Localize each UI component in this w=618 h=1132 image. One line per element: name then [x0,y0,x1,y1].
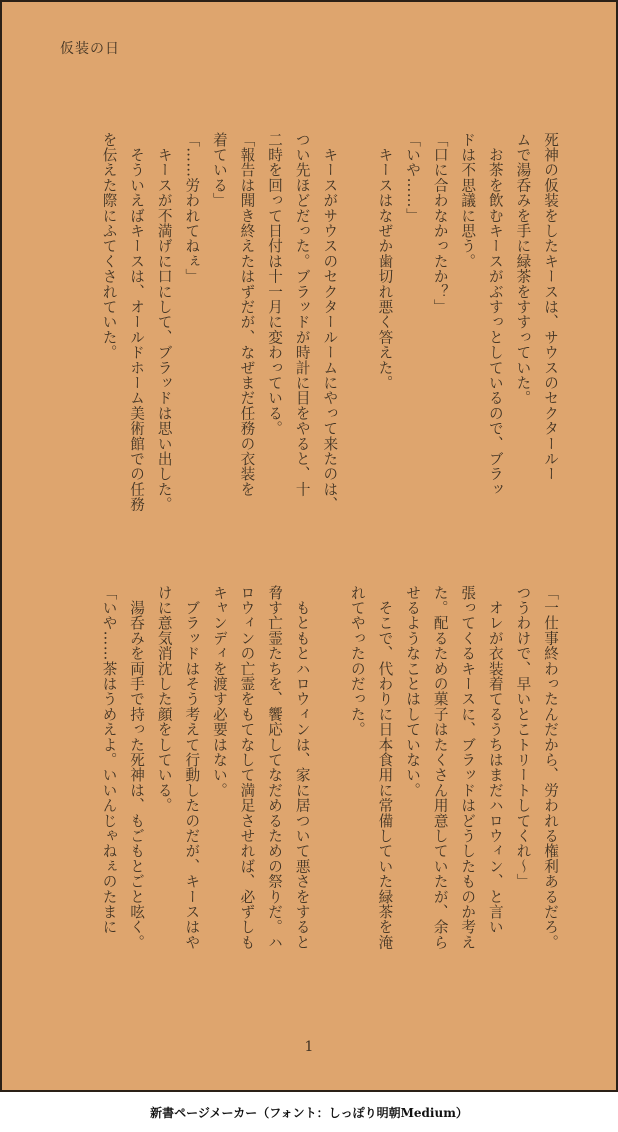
text-line: キースが不満げに口にして、ブラッドは思い出した。 [155,132,173,512]
text-line: お茶を飲むキースがぶすっとしているので、ブラッ [486,132,504,497]
text-line: た。配るための菓子はたくさん用意していたが、余ら [431,585,449,950]
text-line: 「いや……」 [404,132,422,224]
text-line: 脅す亡霊たちを、饗応してなだめるための祭りだ。ハ [266,585,284,950]
text-line: キースがサウスのセクタールームにやって来たのは、 [321,132,339,512]
text-line: せるようなことはしていない。 [404,585,422,798]
text-line: を伝えた際にふてくされていた。 [100,132,118,360]
footer-caption: 新書ページメーカー（フォント：しっぽり明朝Medium） [150,1106,468,1120]
text-line: キースはなぜか歯切れ悪く答えた。 [376,132,394,391]
text-line [316,585,344,985]
text-line: 「いや……茶はうめえよ。いいんじゃねぇのたまに [100,585,118,935]
text-line: 着ている」 [210,132,228,208]
text-line: つい先ほどだった。ブラッドが時計に目をやると、十 [293,132,311,497]
text-block-upper [95,132,564,532]
text-block-lower [95,585,564,985]
page-title: 仮装の日 [60,41,120,57]
text-line: つうわけで、早いとこトリートしてくれ～」 [514,585,532,889]
text-line [343,132,371,532]
text-line: そこで、代わりに日本食用に常備していた緑茶を淹 [376,585,394,950]
text-line: そういえばキースは、オールドホーム美術館での任務 [128,132,146,512]
text-line: 死神の仮装をしたキースは、サウスのセクタールー [542,132,559,482]
text-line: もともとハロウィンは、家に居ついて悪さをすると [293,585,311,950]
text-line: ムで湯呑みを手に緑茶をすすっていた。 [514,132,532,406]
text-line: ブラッドはそう考えて行動したのだが、キースはや [183,585,201,950]
text-line: 「報告は聞き終えたはずだが、なぜまだ任務の衣装を [238,132,256,497]
text-line: 「口に合わなかったか？」 [431,132,449,315]
text-line: 湯呑みを両手で持った死神は、もごもとごと呟く。 [128,585,146,950]
page-number: 1 [304,1039,314,1055]
text-line: れてやったのだった。 [348,585,366,737]
text-line: 二時を回って日付は十一月に変わっている。 [266,132,284,436]
text-line: ドは不思議に思う。 [459,132,477,269]
text-line: けに意気消沈した顔をしている。 [155,585,173,813]
text-line: 張ってくるキースに、ブラッドはどうしたものか考え [459,585,477,950]
text-line: キャンディを渡す必要はない。 [210,585,228,798]
text-line: 「……労われてねぇ」 [183,132,201,284]
text-line: オレが衣装着てるうちはまだハロウィン、と言い [486,585,504,935]
text-line: ロウィンの亡霊をもてなして満足させれば、必ずしも [238,585,256,950]
text-line: 「一仕事終わったんだから、労われる権利あるだろ。 [542,585,559,950]
